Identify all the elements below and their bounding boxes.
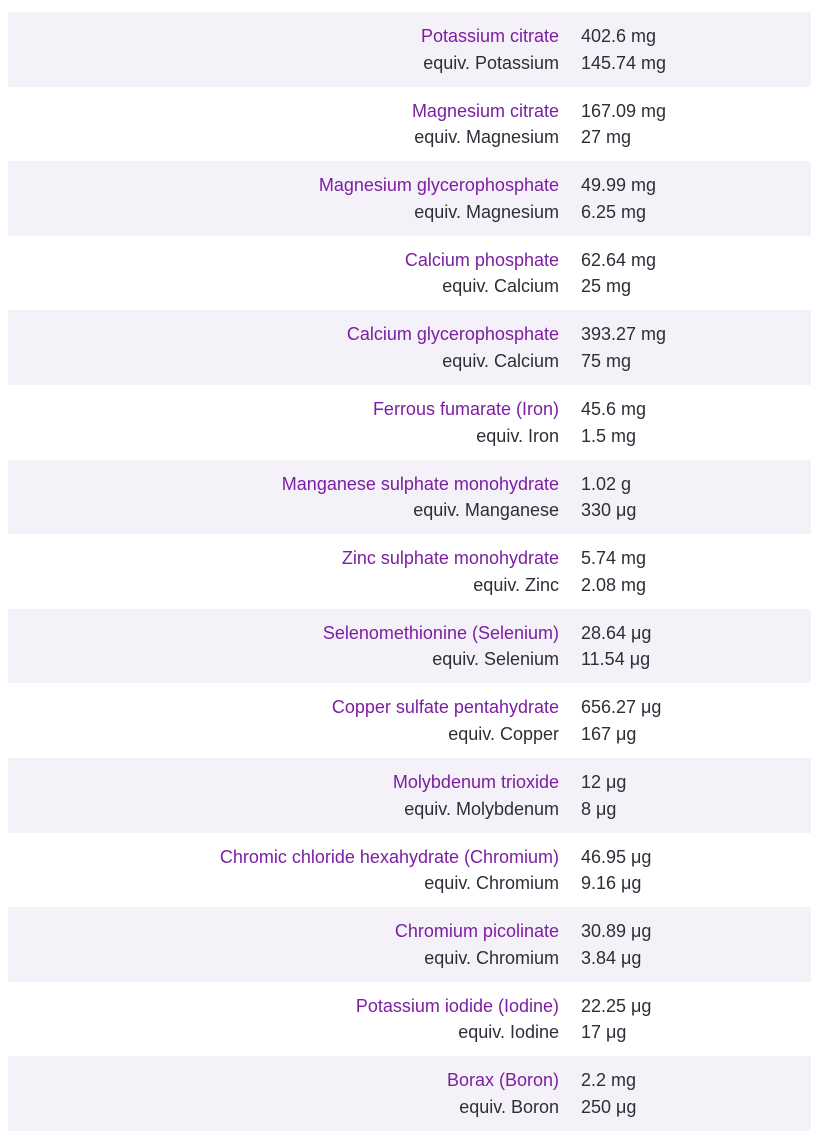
ingredient-cell [8, 844, 559, 908]
table-row [8, 385, 811, 460]
ingredient-name: Potassium iodide (Iodine) [355, 995, 559, 1016]
amount-cell [581, 23, 666, 87]
ingredient-name: Chromium picolinate [394, 921, 559, 942]
nutrient-table [8, 12, 811, 1131]
ingredient-name: Magnesium citrate [411, 100, 559, 121]
table-row [8, 907, 811, 982]
equiv-label: equiv. Calcium [442, 276, 559, 297]
ingredient-cell [8, 694, 559, 758]
ingredient-name: Zinc sulphate monohydrate [341, 548, 559, 569]
ingredient-name: Calcium phosphate [404, 249, 559, 270]
table-row [8, 87, 811, 162]
ingredient-cell [8, 321, 559, 385]
table-row [8, 1056, 811, 1131]
ingredient-name: Selenomethionine (Selenium) [322, 622, 559, 643]
ingredient-cell [8, 620, 559, 684]
ingredient-amount: 45.6 mg [581, 398, 647, 419]
ingredient-amount: 167.09 mg [581, 100, 667, 121]
equiv-amount: 75 mg [581, 350, 632, 371]
equiv-amount: 17 μg [581, 1022, 627, 1043]
equiv-amount: 250 μg [581, 1096, 637, 1117]
table-row [8, 161, 811, 236]
ingredient-amount: 402.6 mg [581, 26, 657, 46]
amount-cell [581, 694, 661, 758]
amount-cell [581, 321, 666, 385]
table-row [8, 683, 811, 758]
amount-cell [581, 918, 651, 982]
ingredient-amount: 5.74 mg [581, 548, 647, 569]
table-row [8, 758, 811, 833]
ingredient-cell [8, 1067, 559, 1131]
ingredient-amount: 46.95 μg [581, 846, 652, 867]
amount-cell [581, 247, 656, 311]
table-row [8, 310, 811, 385]
equiv-amount: 145.74 mg [581, 52, 667, 73]
ingredient-amount: 12 μg [581, 771, 627, 792]
amount-cell [581, 172, 656, 236]
ingredient-amount: 22.25 μg [581, 995, 652, 1016]
equiv-label: equiv. Selenium [432, 649, 559, 670]
equiv-amount: 11.54 μg [581, 649, 651, 670]
amount-cell [581, 98, 666, 162]
ingredient-name: Magnesium glycerophosphate [318, 175, 559, 196]
ingredient-cell [8, 98, 559, 162]
equiv-label: equiv. Boron [459, 1096, 559, 1117]
ingredient-amount: 2.2 mg [581, 1070, 637, 1091]
ingredient-name: Molybdenum trioxide [392, 771, 559, 792]
ingredient-amount: 28.64 μg [581, 622, 652, 643]
equiv-label: equiv. Calcium [442, 350, 559, 371]
equiv-label: equiv. Iodine [458, 1022, 559, 1043]
ingredient-name: Manganese sulphate monohydrate [281, 473, 559, 494]
equiv-amount: 8 μg [581, 798, 617, 819]
ingredient-name: Ferrous fumarate (Iron) [372, 398, 559, 419]
ingredient-amount: 656.27 μg [581, 697, 662, 718]
ingredient-cell [8, 993, 559, 1057]
amount-cell [581, 844, 651, 908]
table-row [8, 12, 811, 87]
equiv-label: equiv. Copper [448, 723, 559, 744]
ingredient-amount: 30.89 μg [581, 921, 652, 942]
equiv-amount: 25 mg [581, 276, 632, 297]
equiv-label: equiv. Magnesium [414, 201, 559, 222]
amount-cell [581, 993, 651, 1057]
table-row [8, 534, 811, 609]
ingredient-cell [8, 545, 559, 609]
equiv-label: equiv. Chromium [424, 873, 559, 894]
equiv-label: equiv. Chromium [424, 947, 559, 968]
table-row [8, 609, 811, 684]
ingredient-cell [8, 918, 559, 982]
equiv-label: equiv. Potassium [423, 52, 559, 73]
table-row [8, 982, 811, 1057]
ingredient-amount: 1.02 g [581, 473, 632, 494]
amount-cell [581, 1067, 636, 1131]
equiv-amount: 27 mg [581, 127, 632, 148]
ingredient-amount: 393.27 mg [581, 324, 667, 345]
equiv-label: equiv. Iron [476, 425, 559, 446]
amount-cell [581, 620, 651, 684]
ingredient-cell [8, 23, 559, 87]
table-row [8, 833, 811, 908]
ingredient-cell [8, 471, 559, 535]
ingredient-name: Chromic chloride hexahydrate (Chromium) [219, 846, 559, 867]
table-row [8, 236, 811, 311]
amount-cell [581, 769, 626, 833]
ingredient-cell [8, 247, 559, 311]
ingredient-cell [8, 396, 559, 460]
ingredient-cell [8, 769, 559, 833]
equiv-label: equiv. Molybdenum [404, 798, 559, 819]
equiv-amount: 6.25 mg [581, 201, 647, 222]
equiv-amount: 2.08 mg [581, 574, 647, 595]
ingredient-name: Copper sulfate pentahydrate [331, 697, 559, 718]
equiv-label: equiv. Zinc [473, 574, 559, 595]
ingredient-name: Potassium citrate [420, 26, 559, 46]
equiv-amount: 330 μg [581, 500, 637, 521]
table-row [8, 460, 811, 535]
ingredient-cell [8, 172, 559, 236]
equiv-label: equiv. Magnesium [414, 127, 559, 148]
ingredient-amount: 49.99 mg [581, 175, 657, 196]
ingredient-name: Borax (Boron) [446, 1070, 559, 1091]
equiv-amount: 1.5 mg [581, 425, 637, 446]
equiv-amount: 3.84 μg [581, 947, 642, 968]
amount-cell [581, 396, 646, 460]
equiv-amount: 9.16 μg [581, 873, 642, 894]
equiv-amount: 167 μg [581, 723, 637, 744]
equiv-label: equiv. Manganese [413, 500, 559, 521]
amount-cell [581, 545, 646, 609]
amount-cell [581, 471, 636, 535]
ingredient-amount: 62.64 mg [581, 249, 657, 270]
ingredient-name: Calcium glycerophosphate [346, 324, 559, 345]
